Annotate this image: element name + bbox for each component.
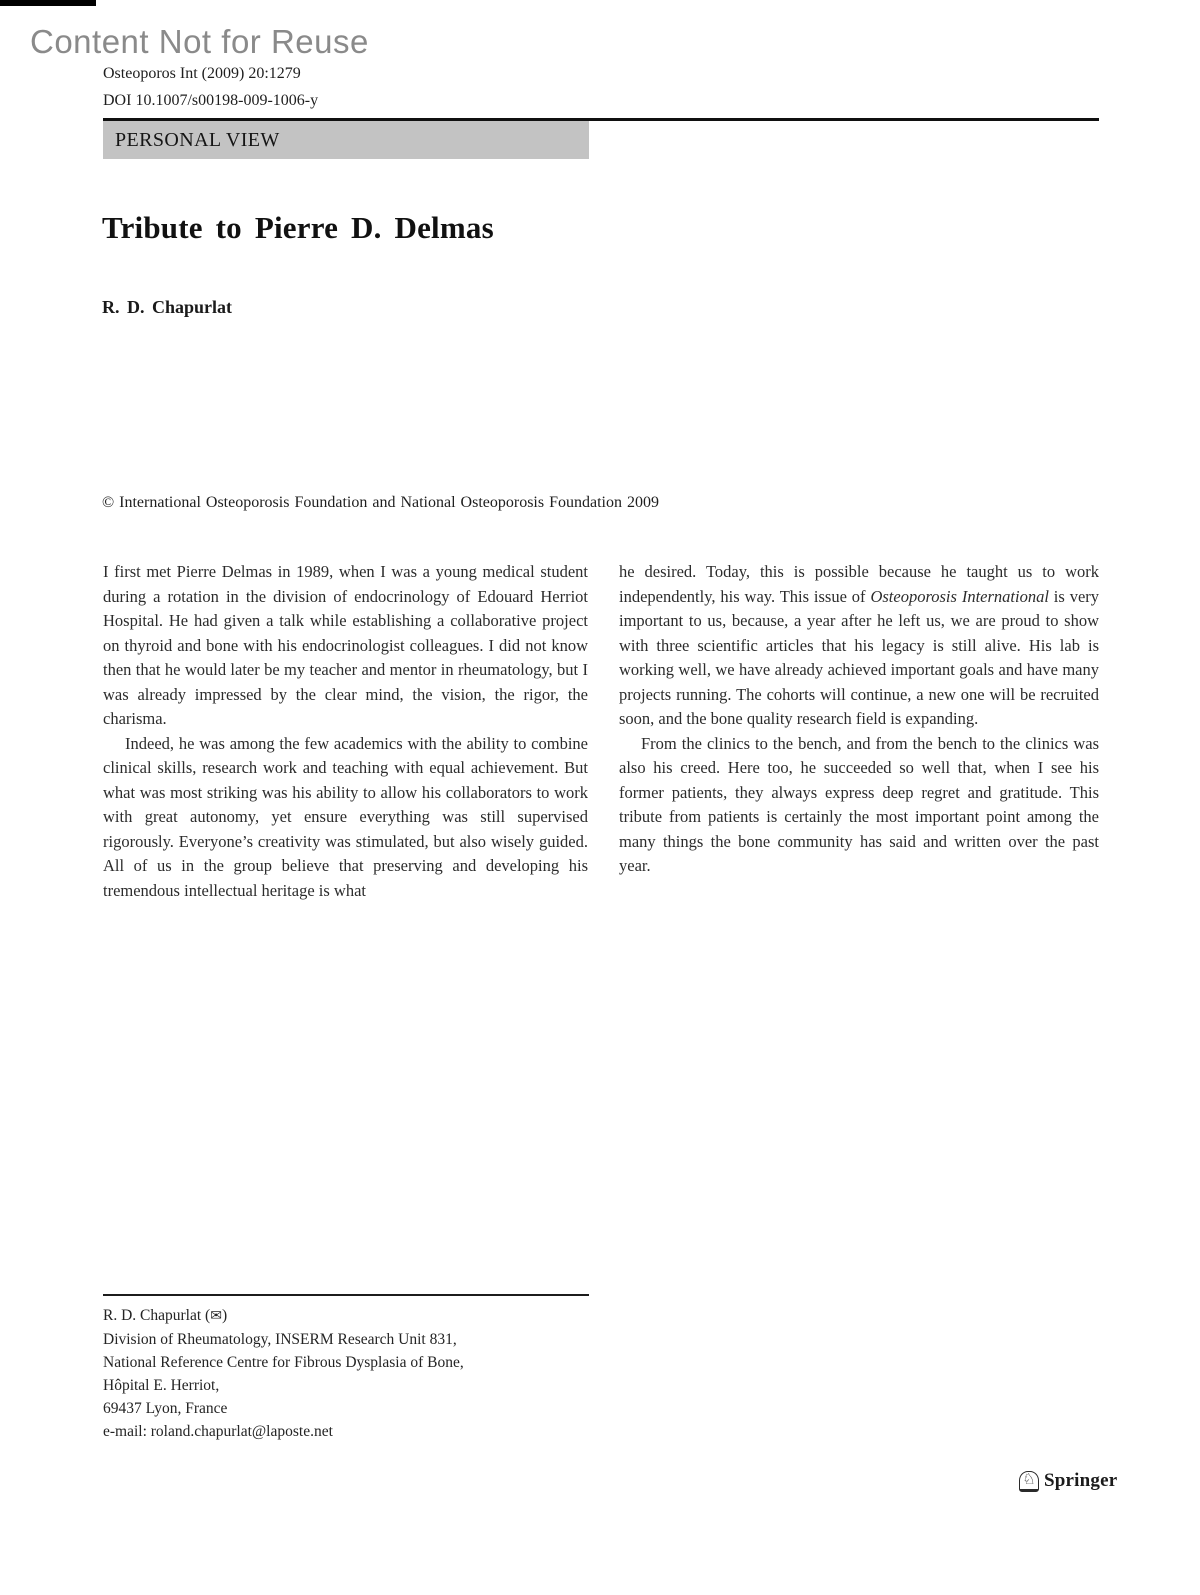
footnote-line: Hôpital E. Herriot, [103, 1377, 220, 1394]
copyright-line: © International Osteoporosis Foundation and National Osteoporosis Foundation 2009 [102, 494, 659, 511]
footnote-line: 69437 Lyon, France [103, 1400, 228, 1417]
journal-citation: Osteoporos Int (2009) 20:1279 [103, 65, 301, 82]
paragraph: I first met Pierre Delmas in 1989, when I was a young medical student during a rotation in the division of endocrinology of Edouard Herriot Hospital. He had given a talk while establishing a collaborative project on thyroid and bone with his endocrinologist colleagues. I did not know then that he would later be my teacher and mentor in rheumatology, but I was already impressed by the clear mind, the vision, the rigor, the charisma. [103, 562, 588, 728]
article-body [103, 560, 1099, 903]
paragraph: From the clinics to the bench, and from the bench to the clinics was also his creed. Here too, he succeeded so well that, when I see his former patients, they always express deep regret and gratitude. This tribute from patients is certainly the most important point among the many things the bone community has said and written over the past year. [619, 733, 1099, 875]
article-author: R. D. Chapurlat [102, 297, 233, 317]
footnote-author-line [103, 1304, 589, 1328]
footnote-author-close: ) [221, 1307, 228, 1324]
footnote-rule [103, 1294, 589, 1296]
scan-artifact-mark [0, 0, 96, 6]
footnote-author: R. D. Chapurlat ( [103, 1307, 211, 1324]
footnote-line: National Reference Centre for Fibrous Dysplasia of Bone, [103, 1354, 464, 1371]
springer-horse-icon: ♘ [1019, 1471, 1039, 1492]
section-banner [103, 121, 589, 159]
body-column-right [619, 560, 1099, 903]
watermark-text: Content Not for Reuse [30, 23, 369, 60]
journal-name-italic: Osteoporosis International [870, 586, 1049, 606]
footnote-email-line: e-mail: roland.chapurlat@laposte.net [103, 1423, 333, 1440]
paragraph: Indeed, he was among the few academics with the ability to combine clinical skills, research work and teaching with equal achievement. But what was most striking was his ability to allow his collaborators to work with great autonomy, yet ensure everything was still supervised rigorously. Everyone’s creativity was stimulated, but also wisely guided. All of us in the group believe that preserving and developing his tremendous intellectual heritage is what [103, 733, 588, 900]
footnote-line: Division of Rheumatology, INSERM Research Unit 831, [103, 1331, 457, 1348]
paragraph-segment: is very important to us, because, a year after he left us, we are proud to show with three scientific articles that his legacy is still alive. His lab is working well, we have already achieved important goals and have many projects running. The cohorts will continue, a new one will be recruited soon, and the bone quality research field is expanding. [619, 586, 1100, 728]
correspondence-footnote [103, 1294, 589, 1443]
publisher-name: Springer [1044, 1470, 1118, 1491]
paragraph [619, 560, 1099, 732]
article-title: Tribute to Pierre D. Delmas [102, 210, 494, 245]
journal-header [103, 60, 318, 114]
publisher-logo [1019, 1470, 1117, 1492]
journal-doi: DOI 10.1007/s00198-009-1006-y [103, 92, 319, 109]
section-banner-label: PERSONAL VIEW [115, 128, 280, 151]
body-column-left [103, 560, 588, 903]
envelope-icon: ✉ [210, 1309, 222, 1324]
paragraph-segment: he desired. Today, this is possible because he taught us to work independently, his way. This issue of [619, 562, 1099, 606]
